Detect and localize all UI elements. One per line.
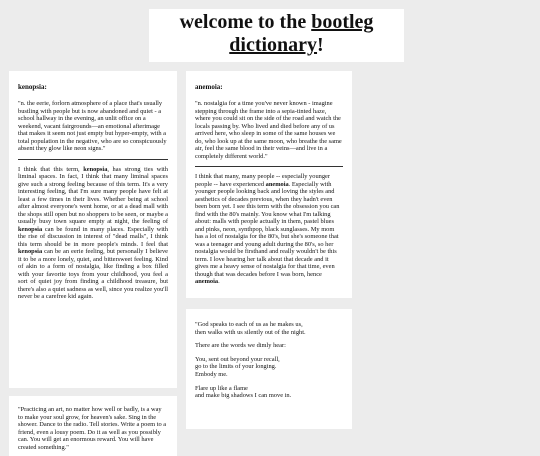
poem-line: and make big shadows I can move in. — [195, 392, 292, 400]
keyword: anemoia — [265, 180, 289, 188]
post-card-anemoia[interactable] — [186, 71, 352, 298]
post-body: I think that this term, kenopsia, has strong ties with liminal spaces. In fact, I think that many liminal spaces give such a strong feeling because of this term. It's a very interesting feeling, that I'm sure many people have felt at least a few times in their lives. Whether being at school after almost everyone's went home, or at a dead mall with the shops still open but no shoppers to be seen, or maybe a usually busy town square empty at night, the feeling of kenopsia can be found in many places. Especially with the rise of discussion in interest of "dead malls", I think this term should be in more people's minds. I feel that kenopsia can be an eerie feeling, but personally I believe it to be a more lonely, quiet, and bittersweet feeling. Kind of akin to a form of nostalgia, like finding a box filled with your favorite toys from your childhood, you feel a sort of quiet joy from finding a childhood treasure, but there's also a quiet sadness as well, since you realize you'll never be a carefree kid again. — [18, 165, 168, 300]
divider — [195, 166, 343, 167]
poem-line: then walks with us silently out of the night. — [195, 328, 306, 336]
blog-header — [149, 9, 404, 62]
term-definition: "n. the eerie, forlorn atmosphere of a place that's usually bustling with people but is now abandoned and quiet - a school hallway in the evening, an unlit office on a weekend, vacant fairgrounds—an emotional afterimage that makes it seem not just empty but hyper-empty, with a total population in the negative, who are so conspicuously absent they glow like neon signs." — [18, 100, 167, 152]
poem-line: go to the limits of your longing. — [195, 363, 277, 371]
poem-line: You, sent out beyond your recall, — [195, 355, 280, 363]
post-body: I think that many, many people -- especially younger people -- have experienced anemoia. Especially with younger people looking back and loving the styles and aesthetics of decades previous, when they hadn't even been born yet. I see this term with the obsession you can find with the 80's mainly. You know what I'm talking about: malls with people actually in them, pastel blues and pinks, neon, synthpop, black sunglasses. My mom has a lot of nostalgia for the 80's, but she's someone that was a teenager and young adult during the 80's, so her nostalgia would be firsthand and really wouldn't be this term. I love hearing her talk about that decade and it gives me a heavy sense of nostalgia for that time, even though that was decades before I was born, hence anemoia. — [195, 173, 340, 285]
post-card-kenopsia[interactable] — [9, 71, 177, 388]
term-definition: "n. nostalgia for a time you've never known - imagine stepping through the frame into a sepia-tinted haze, where you could sit on the side of the road and watch the locals passing by. Who lived and died before any of us arrived here, who sleep in some of the same houses we do, who look up at the same moon, who breathe the same air, feel the same blood in their veins—and live in a completely different world." — [195, 100, 342, 160]
title-dictionary-link[interactable]: dictionary — [229, 34, 318, 56]
post-card-quote-art[interactable] — [9, 396, 177, 456]
quote-text: "Practicing an art, no matter how well or badly, is a way to make your soul grow, for heaven's sake. Sing in the shower. Dance to the radio. Tell stories. Write a poem to a friend, even a lousy poem. Do it as well as you possibly can. You will get an enormous reward. You will have created something." — [18, 406, 167, 451]
keyword: kenopsia — [18, 248, 43, 255]
title-bootleg-link[interactable]: bootleg — [311, 11, 374, 33]
title-prefix: welcome to the — [179, 11, 312, 33]
term-heading: anemoia: — [195, 83, 223, 91]
keyword: kenopsia — [83, 165, 108, 173]
poem-text — [195, 321, 343, 400]
divider — [18, 159, 168, 160]
post-card-quote-poem[interactable] — [186, 309, 352, 429]
poem-line: "God speaks to each of us as he makes us, — [195, 321, 303, 328]
keyword: kenopsia — [18, 225, 43, 233]
term-heading: kenopsia: — [18, 83, 47, 91]
poem-line: Flare up like a flame — [195, 384, 248, 392]
poem-line: There are the words we dimly hear: — [195, 342, 286, 350]
poem-line: Embody me. — [195, 370, 228, 378]
keyword: anemoia — [195, 278, 219, 285]
page-title — [149, 9, 404, 57]
title-suffix: ! — [317, 34, 324, 56]
